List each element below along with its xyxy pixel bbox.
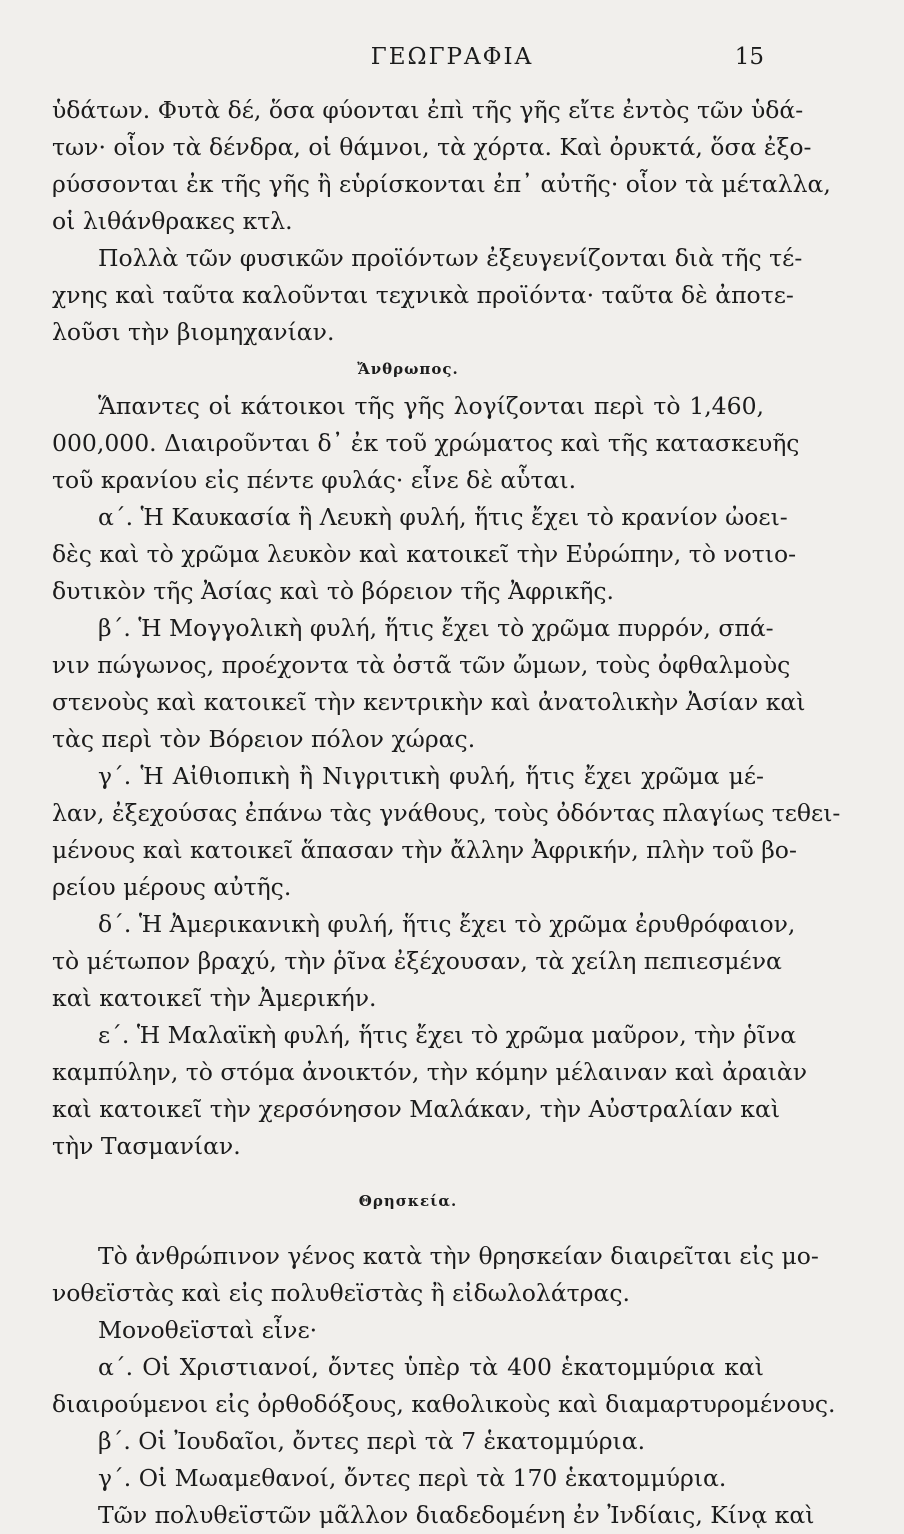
body-text bbox=[52, 92, 841, 1534]
text-line: λαν, ἐξεχούσας ἐπάνω τὰς γνάθους, τοὺς ὀδόντας πλαγίως τεθει- bbox=[52, 799, 841, 827]
text-line: τὰς περὶ τὸν Βόρειον πόλον χώρας. bbox=[52, 725, 476, 753]
text-line: των· οἷον τὰ δένδρα, οἱ θάμνοι, τὰ χόρτα. Καὶ ὀρυκτά, ὅσα ἐξο- bbox=[52, 133, 812, 161]
text-line: δ΄. Ἡ Ἀμερικανικὴ φυλή, ἥτις ἔχει τὸ χρῶμα ἐρυθρόφαιον, bbox=[98, 910, 796, 938]
text-line: ὑδάτων. Φυτὰ δέ, ὅσα φύονται ἐπὶ τῆς γῆς εἴτε ἐντὸς τῶν ὑδά- bbox=[52, 96, 804, 124]
text-line: Τῶν πολυθεϊστῶν μᾶλλον διαδεδομένη ἐν Ἰνδίαις, Κίνᾳ καὶ bbox=[98, 1501, 815, 1529]
section-gap bbox=[52, 1165, 764, 1183]
text-line: νοθεϊστὰς καὶ εἰς πολυθεϊστὰς ἢ εἰδωλολάτρας. bbox=[52, 1279, 630, 1307]
text-line: λοῦσι τὴν βιομηχανίαν. bbox=[52, 318, 335, 346]
text-line: μένους καὶ κατοικεῖ ἅπασαν τὴν ἄλλην Ἀφρικήν, πλὴν τοῦ βο- bbox=[52, 836, 797, 864]
text-line: Τὸ ἀνθρώπινον γένος κατὰ τὴν θρησκείαν διαιρεῖται εἰς μο- bbox=[98, 1242, 819, 1270]
page-header bbox=[0, 44, 904, 80]
text-line: τοῦ κρανίου εἰς πέντε φυλάς· εἶνε δὲ αὗται. bbox=[52, 466, 577, 494]
text-line: διαιρούμενοι εἰς ὀρθοδόξους, καθολικοὺς καὶ διαμαρτυρομένους. bbox=[52, 1390, 836, 1418]
text-line: ε΄. Ἡ Μαλαϊκὴ φυλή, ἥτις ἔχει τὸ χρῶμα μαῦρον, τὴν ῥῖνα bbox=[98, 1021, 797, 1049]
section-heading: Ἄνθρωπος. bbox=[357, 360, 459, 378]
text-line: 000,000. Διαιροῦνται δ᾽ ἐκ τοῦ χρώματος καὶ τῆς κατασκευῆς bbox=[52, 429, 800, 457]
text-line: ρύσσονται ἐκ τῆς γῆς ἢ εὑρίσκονται ἐπ᾽ αὐτῆς· οἷον τὰ μέταλλα, bbox=[52, 170, 831, 198]
section-heading: Θρησκεία. bbox=[358, 1192, 458, 1210]
text-line: δὲς καὶ τὸ χρῶμα λευκὸν καὶ κατοικεῖ τὴν Εὐρώπην, τὸ νοτιο- bbox=[52, 540, 797, 568]
text-line: καὶ κατοικεῖ τὴν Ἀμερικήν. bbox=[52, 984, 377, 1012]
text-line: α΄. Ἡ Καυκασία ἢ Λευκὴ φυλή, ἥτις ἔχει τὸ κρανίον ὠοει- bbox=[98, 503, 788, 531]
text-line: Μονοθεϊσταὶ εἶνε· bbox=[98, 1316, 318, 1344]
text-line: οἱ λιθάνθρακες κτλ. bbox=[52, 207, 293, 235]
text-line: νιν πώγωνος, προέχοντα τὰ ὀστᾶ τῶν ὤμων, τοὺς ὀφθαλμοὺς bbox=[52, 651, 791, 679]
text-line: ρείου μέρους αὐτῆς. bbox=[52, 873, 292, 901]
text-line: α΄. Οἱ Χριστιανοί, ὄντες ὑπὲρ τὰ 400 ἑκατομμύρια καὶ bbox=[98, 1353, 764, 1381]
text-line: χνης καὶ ταῦτα καλοῦνται τεχνικὰ προϊόντα· ταῦτα δὲ ἀποτε- bbox=[52, 281, 794, 309]
text-line: Ἅπαντες οἱ κάτοικοι τῆς γῆς λογίζονται περὶ τὸ 1,460, bbox=[98, 392, 764, 420]
text-line: τὴν Τασμανίαν. bbox=[52, 1132, 241, 1160]
text-line: καμπύλην, τὸ στόμα ἀνοικτόν, τὴν κόμην μέλαιναν καὶ ἀραιὰν bbox=[52, 1058, 808, 1086]
text-line: γ΄. Οἱ Μωαμεθανοί, ὄντες περὶ τὰ 170 ἑκατομμύρια. bbox=[98, 1464, 727, 1492]
text-line: Πολλὰ τῶν φυσικῶν προϊόντων ἐξευγενίζονται διὰ τῆς τέ- bbox=[98, 244, 803, 272]
text-line: δυτικὸν τῆς Ἀσίας καὶ τὸ βόρειον τῆς Ἀφρικῆς. bbox=[52, 577, 614, 605]
section-gap bbox=[52, 1220, 764, 1238]
text-line: β΄. Οἱ Ἰουδαῖοι, ὄντες περὶ τὰ 7 ἑκατομμύρια. bbox=[98, 1427, 646, 1455]
text-line: τὸ μέτωπον βραχύ, τὴν ῥῖνα ἐξέχουσαν, τὰ χείλη πεπιεσμένα bbox=[52, 947, 782, 975]
text-line: β΄. Ἡ Μογγολικὴ φυλή, ἥτις ἔχει τὸ χρῶμα πυρρόν, σπά- bbox=[98, 614, 774, 642]
page-number: 15 bbox=[734, 44, 764, 70]
text-line: γ΄. Ἡ Αἰθιοπικὴ ἢ Νιγριτικὴ φυλή, ἥτις ἔχει χρῶμα μέ- bbox=[98, 762, 764, 790]
running-title: ΓΕΩΓΡΑΦΙΑ bbox=[370, 44, 534, 70]
text-line: καὶ κατοικεῖ τὴν χερσόνησον Μαλάκαν, τὴν Αὐστραλίαν καὶ bbox=[52, 1095, 781, 1123]
text-line: στενοὺς καὶ κατοικεῖ τὴν κεντρικὴν καὶ ἀνατολικὴν Ἀσίαν καὶ bbox=[52, 688, 806, 716]
